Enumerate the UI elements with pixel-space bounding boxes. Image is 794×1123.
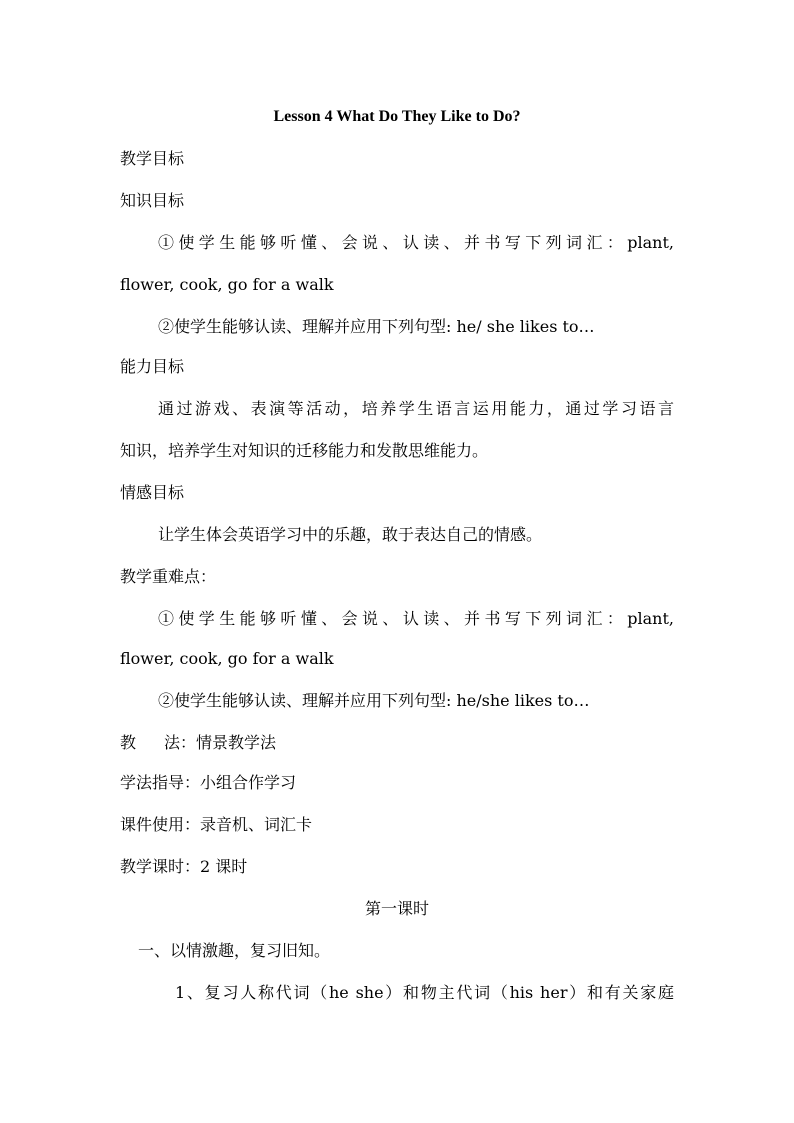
heading-emotion-goals: 情感目标	[120, 483, 185, 502]
knowledge-goal-1: ①使学生能够听懂、会说、认读、并书写下列词汇：plant,	[158, 233, 674, 252]
heading-ability-goals: 能力目标	[120, 357, 185, 376]
heading-knowledge-goals: 知识目标	[120, 191, 185, 210]
ability-goal-text: 通过游戏、表演等活动，培养学生语言运用能力，通过学习语言	[158, 399, 674, 418]
teaching-method	[120, 732, 674, 754]
key-point-1-cont: flower, cook, go for a walk	[120, 649, 334, 668]
section-one-heading: 一、以情激趣，复习旧知。	[138, 941, 331, 960]
knowledge-goal-1-cont: flower, cook, go for a walk	[120, 275, 334, 294]
teaching-hours: 教学课时：2 课时	[120, 857, 248, 876]
section-one-item-1: 1、复习人称代词（he she）和物主代词（his her）和有关家庭	[175, 983, 674, 1002]
heading-teaching-goals: 教学目标	[120, 149, 185, 168]
key-point-2: ②使学生能够认读、理解并应用下列句型: he/she likes to…	[158, 691, 590, 710]
learning-guidance: 学法指导：小组合作学习	[120, 773, 297, 792]
courseware-use: 课件使用：录音机、词汇卡	[120, 815, 313, 834]
knowledge-goal-2: ②使学生能够认读、理解并应用下列句型: he/ she likes to…	[158, 317, 595, 336]
ability-goal-text-cont: 知识，培养学生对知识的迁移能力和发散思维能力。	[120, 441, 489, 460]
teaching-method-label-b: 法：情景教学法	[164, 733, 277, 752]
first-lesson-heading: 第一课时	[364, 899, 429, 918]
teaching-method-label-a: 教	[120, 733, 137, 752]
key-point-1: ①使学生能够听懂、会说、认读、并书写下列词汇：plant,	[158, 609, 674, 628]
heading-key-difficulties: 教学重难点：	[120, 567, 217, 586]
emotion-goal-text: 让学生体会英语学习中的乐趣，敢于表达自己的情感。	[158, 525, 543, 544]
lesson-title: Lesson 4 What Do They Like to Do?	[273, 108, 521, 125]
